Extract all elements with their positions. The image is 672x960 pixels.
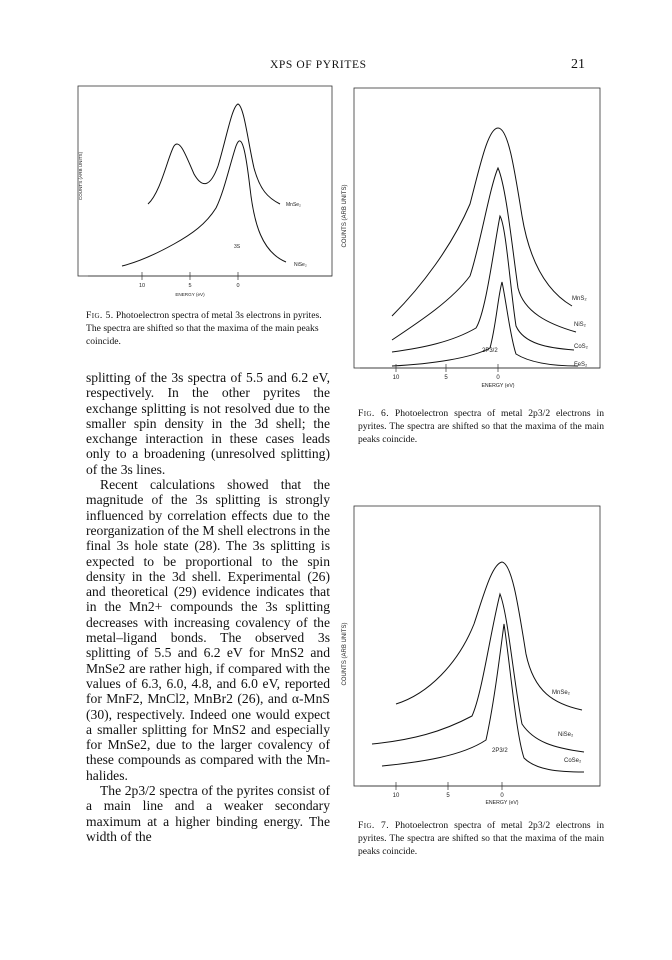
body-paragraph-1: splitting of the 3s spectra of 5.5 and 6.2 eV, respectively. In the other pyrites the exchange splitting is not resolved due to the smaller spin density in the 3d shell; the exchange interaction in these cases leads only to a broadening (unresolved splitting) of the 3s lines. xyxy=(86,370,330,477)
fig7-series-label-nise2: NiSe₂ xyxy=(558,732,574,738)
fig6-series-label-mns2: MnS₂ xyxy=(572,296,587,302)
fig6-series-label-nis2: NiS₂ xyxy=(574,322,586,328)
fig5-caption-label: Fig. 5. xyxy=(86,310,114,321)
fig5-caption xyxy=(86,310,330,348)
running-title: XPS OF PYRITES xyxy=(270,59,367,71)
fig6-series-label-cos2: CoS₂ xyxy=(574,344,589,350)
page-number: 21 xyxy=(571,57,585,72)
fig7-curve-mnse2 xyxy=(396,562,582,710)
figure-5 xyxy=(76,84,336,302)
fig7-curve-nise2 xyxy=(372,594,584,752)
figure-6 xyxy=(342,86,606,389)
fig6-peak-label: 2P3/2 xyxy=(482,348,498,354)
fig5-caption-text: Photoelectron spectra of metal 3s electrons in pyrites. The spectra are shifted so that the maxima of the main peaks coincide. xyxy=(86,310,322,347)
fig6-series-label-fes2: FeS₂ xyxy=(574,362,588,368)
fig6-caption-text: Photoelectron spectra of metal 2p3/2 electrons in pyrites. The spectra are shifted so that the maxima of the main peaks coincide. xyxy=(358,408,604,445)
fig6-x-tick: 5 xyxy=(444,375,448,381)
fig7-series-label-mnse2: MnSe₂ xyxy=(552,690,571,696)
fig7-caption-label: Fig. 7. xyxy=(358,820,390,831)
fig5-series-label-nise2: NiSe₂ xyxy=(294,262,307,268)
fig5-y-axis-label: COUNTS (ARB UNITS) xyxy=(78,151,83,201)
fig6-curve-mns2 xyxy=(392,128,572,316)
fig7-series-label-cose2: CoSe₂ xyxy=(564,758,582,764)
body-paragraph-2: Recent calculations showed that the magnitude of the 3s splitting is strongly influenced by correlation effects due to the reorganization of the M shell electrons in the final 3s hole state (28). The 3s splitting is expected to be proportional to the spin density in the 3d shell. Experimental (26) and theoretical (29) evidence indicates that in the Mn2+ compounds the 3s splitting decreases with increasing covalency of the metal–ligand bonds. The observed 3s splitting of 5.5 and 6.2 eV for MnS2 and MnSe2 are rather high, if compared with the values of 6.3, 6.0, 4.8, and 6.0 eV, reported for MnF2, MnCl2, MnBr2 (26), and α-MnS (30), respectively. Indeed one would expect a smaller splitting for MnS2 and especially for MnSe2, due to the larger covalency of these compounds as compared with the Mn-halides. xyxy=(86,477,330,783)
fig5-x-tick: 0 xyxy=(236,283,240,289)
fig7-peak-label: 2P3/2 xyxy=(492,748,508,754)
fig7-x-tick: 5 xyxy=(446,793,450,799)
fig5-x-tick: 10 xyxy=(138,283,146,289)
fig6-x-tick: 0 xyxy=(496,375,500,381)
fig6-x-axis-label: ENERGY (eV) xyxy=(481,383,515,389)
fig6-y-axis-label: COUNTS (ARB UNITS) xyxy=(342,184,348,248)
fig7-x-tick: 0 xyxy=(500,793,504,799)
fig6-curve-cos2 xyxy=(392,216,574,352)
fig6-x-tick: 10 xyxy=(392,375,400,381)
fig5-series-label-mnse2: MnSe₂ xyxy=(286,202,302,208)
fig5-curve-nise2 xyxy=(122,141,286,266)
body-paragraph-3: The 2p3/2 spectra of the pyrites consist of a main line and a weaker secondary maximum at a higher binding energy. The width of the xyxy=(86,783,330,844)
fig5-peak-label: 3S xyxy=(234,244,241,250)
fig5-curve-mnse2 xyxy=(148,104,280,204)
fig7-y-axis-label: COUNTS (ARB UNITS) xyxy=(342,622,348,686)
fig5-x-tick: 5 xyxy=(188,283,192,289)
body-text-column xyxy=(86,370,330,844)
fig6-caption-label: Fig. 6. xyxy=(358,408,390,419)
fig5-x-axis-label: ENERGY (eV) xyxy=(175,292,205,297)
fig7-caption xyxy=(358,820,604,858)
figure-7 xyxy=(342,504,606,806)
fig7-x-tick: 10 xyxy=(392,793,400,799)
fig6-curve-nis2 xyxy=(392,168,576,340)
fig7-caption-text: Photoelectron spectra of metal 2p3/2 electrons in pyrites. The spectra are shifted so that the maxima of the main peaks coincide. xyxy=(358,820,604,857)
fig7-curve-cose2 xyxy=(382,624,584,772)
fig7-x-axis-label: ENERGY (eV) xyxy=(485,800,519,806)
fig6-caption xyxy=(358,408,604,446)
